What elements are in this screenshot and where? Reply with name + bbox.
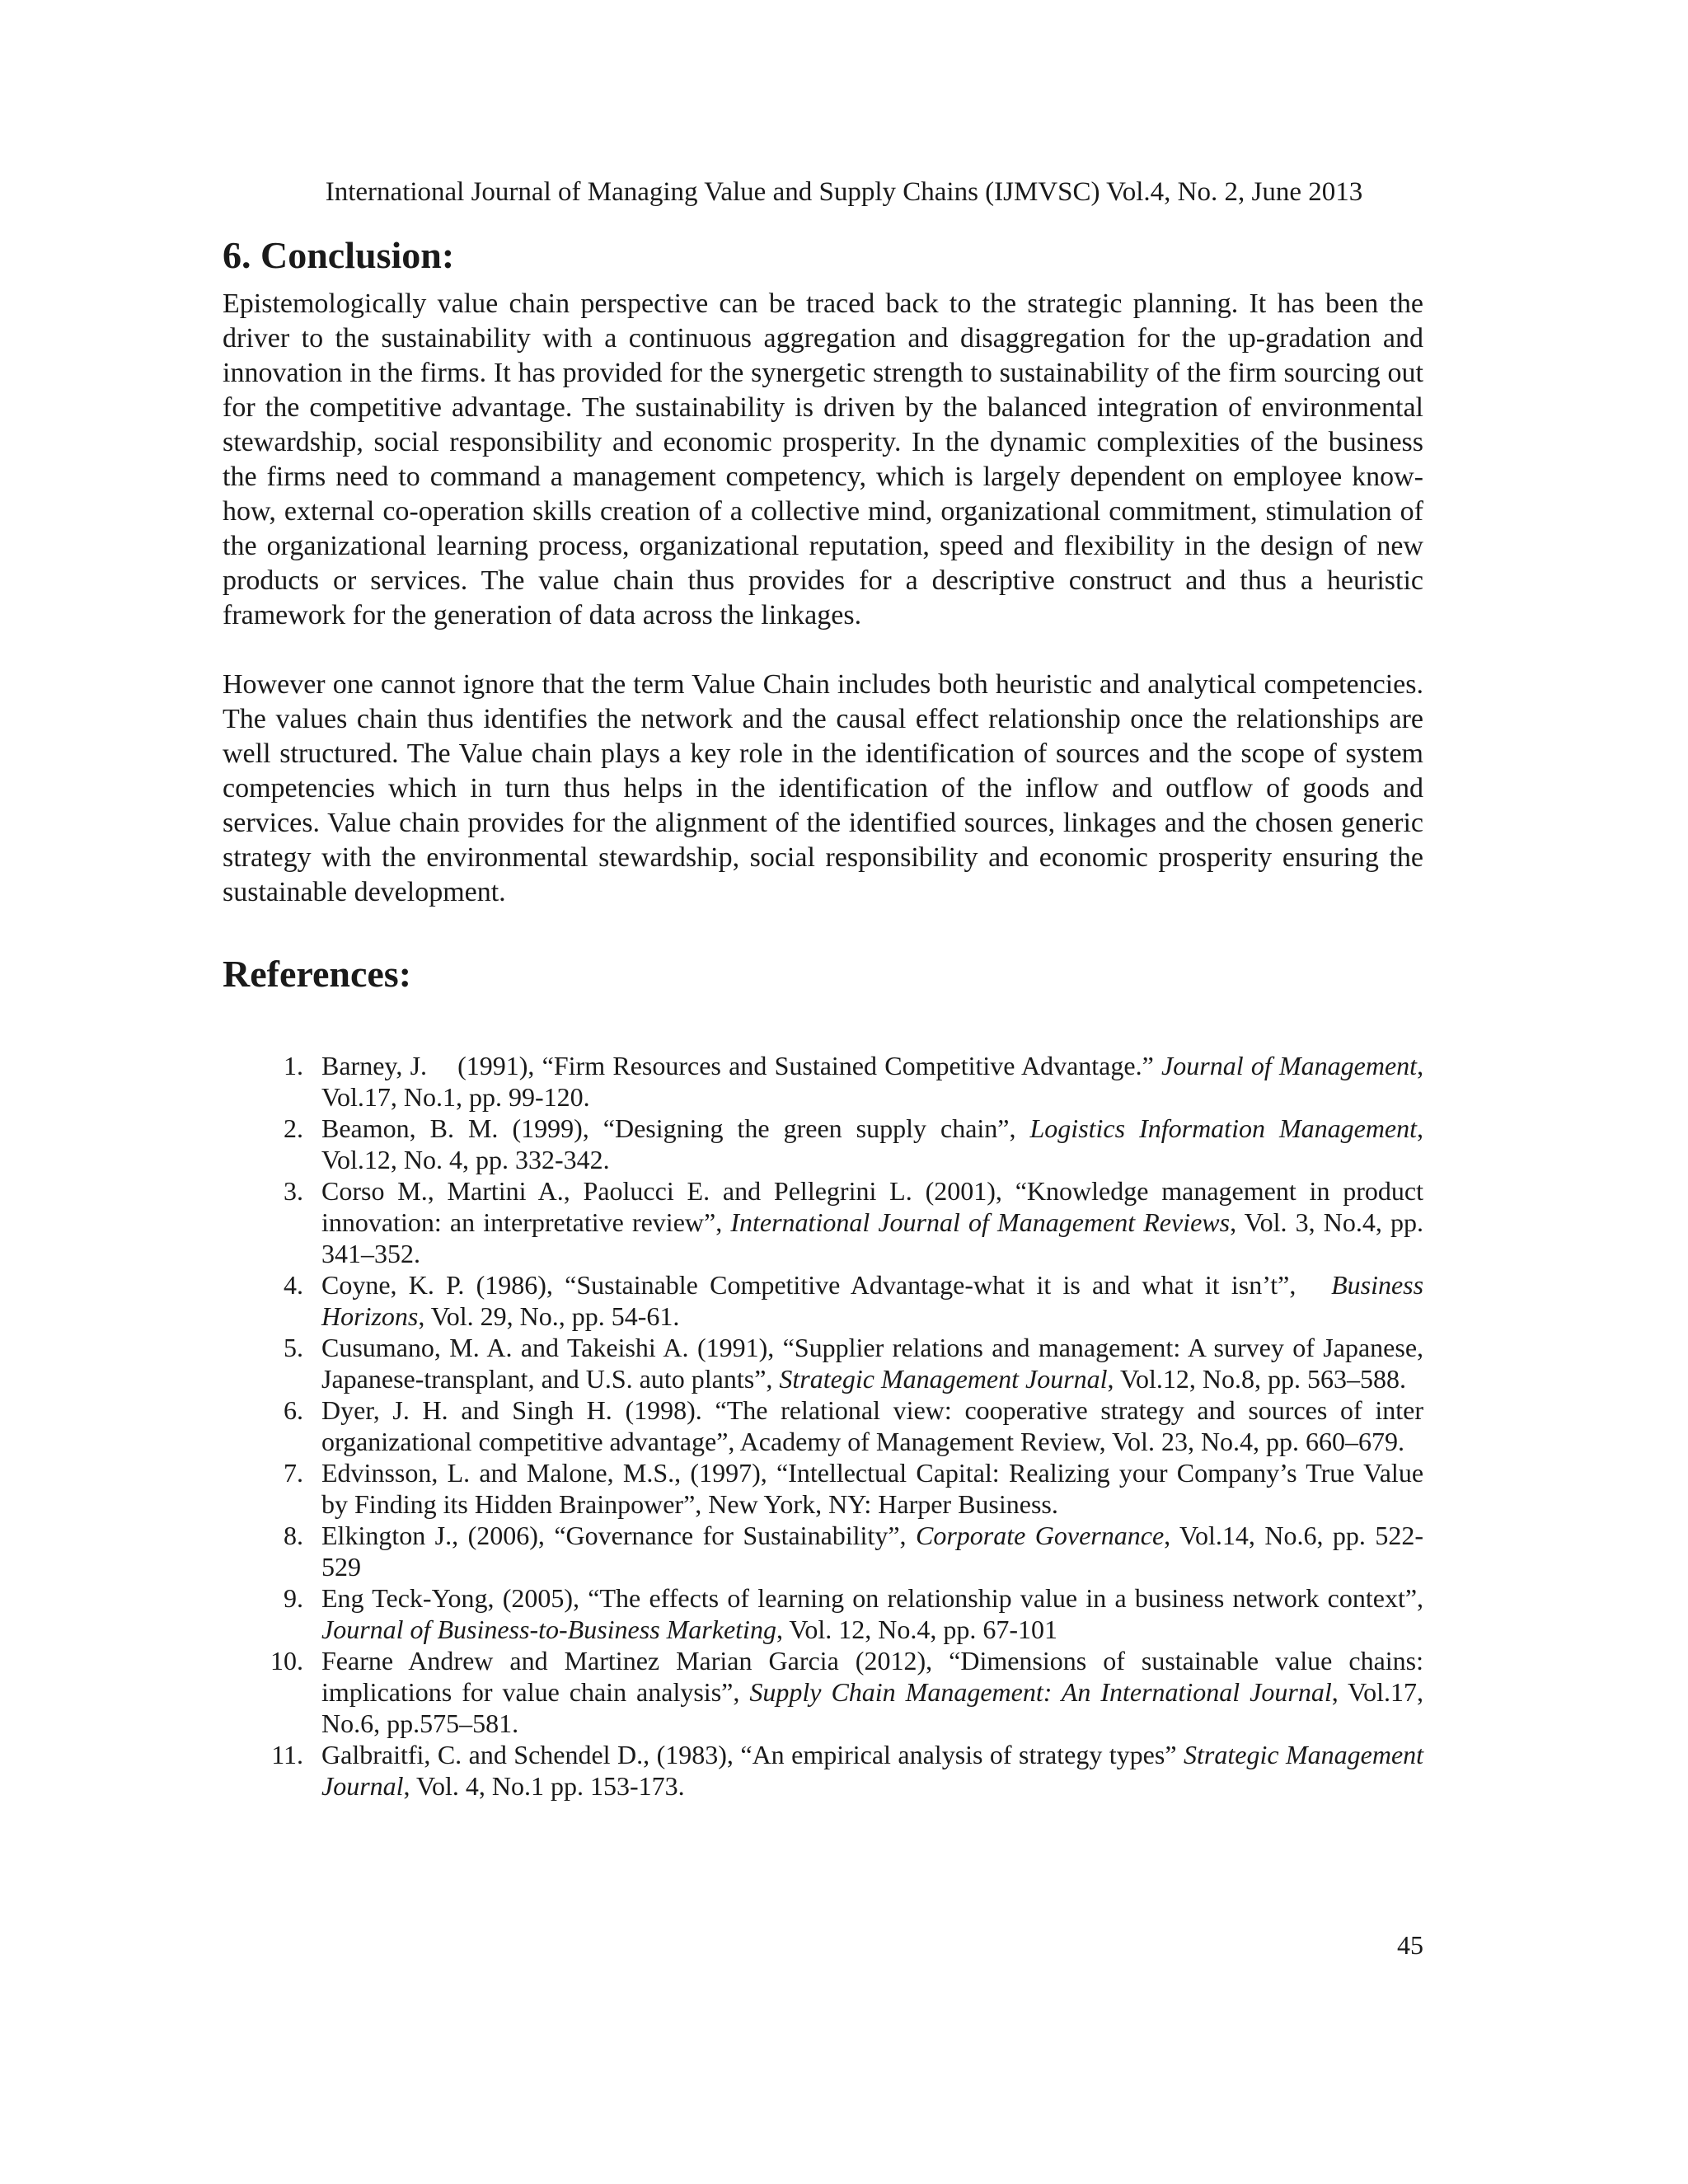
reference-item xyxy=(223,1457,1423,1520)
reference-year: (1999), xyxy=(512,1113,589,1143)
reference-number: 10. xyxy=(270,1646,303,1675)
reference-title: “The relational view: cooperative strategy and sources of inter organizational competitive advantage”, xyxy=(321,1395,1423,1456)
references-list xyxy=(223,1050,1423,1802)
references-heading: References: xyxy=(223,953,412,995)
reference-title: “Designing the green supply chain”, xyxy=(603,1113,1016,1143)
reference-venue: Business Horizons xyxy=(321,1270,1424,1331)
reference-number: 3. xyxy=(284,1176,303,1206)
reference-authors: Cusumano, M. A. and Takeishi A. xyxy=(321,1333,689,1362)
reference-title: “Sustainable Competitive Advantage-what it is and what it isn’t”, xyxy=(565,1270,1296,1300)
reference-title: “Intellectual Capital: Realizing your Company’s True Value by Finding its Hidden Brainpower”, xyxy=(321,1458,1424,1519)
reference-year: (2005), xyxy=(502,1583,580,1613)
reference-number: 2. xyxy=(284,1113,303,1143)
reference-year: (1991), xyxy=(457,1051,535,1080)
reference-details: , Vol. 29, No., pp. 54-61. xyxy=(418,1301,680,1331)
reference-item xyxy=(223,1050,1423,1113)
reference-details: , Vol.14, No.6, pp. 522-529 xyxy=(321,1521,1424,1582)
reference-authors: Coyne, K. P. xyxy=(321,1270,465,1300)
reference-number: 7. xyxy=(284,1458,303,1488)
reference-venue: Journal of Business-to-Business Marketing xyxy=(321,1615,776,1644)
reference-venue: New York, NY: Harper Business xyxy=(708,1489,1052,1519)
conclusion-section xyxy=(223,231,1423,910)
reference-details: , Vol.17, No.6, pp.575–581. xyxy=(321,1677,1424,1738)
reference-title: “Governance for Sustainability”, xyxy=(554,1521,907,1550)
reference-venue: Strategic Management Journal xyxy=(321,1740,1424,1801)
reference-authors: Barney, J. xyxy=(321,1051,428,1080)
reference-year: (1986), xyxy=(476,1270,553,1300)
reference-details: , Vol.12, No. 4, pp. 332-342. xyxy=(321,1113,1424,1174)
reference-year: (2006), xyxy=(467,1521,545,1550)
reference-title: “Dimensions of sustainable value chains: implications for value chain analysis”, xyxy=(321,1646,1424,1707)
reference-details: , Vol.12, No.8, pp. 563–588. xyxy=(1107,1364,1406,1394)
reference-title: “Knowledge management in product innovation: an interpretative review”, xyxy=(321,1176,1424,1237)
main-content xyxy=(223,231,1423,1802)
reference-title: “Supplier relations and management: A survey of Japanese, Japanese-transplant, and U.S. auto plants”, xyxy=(321,1333,1424,1394)
reference-item xyxy=(223,1113,1423,1175)
reference-item xyxy=(223,1269,1423,1332)
reference-item xyxy=(223,1520,1423,1582)
reference-venue: Strategic Management Journal xyxy=(779,1364,1108,1394)
reference-item xyxy=(223,1739,1423,1802)
reference-authors: Edvinsson, L. and Malone, M.S., xyxy=(321,1458,682,1488)
reference-year: (1998). xyxy=(625,1395,702,1425)
reference-venue: Academy of Management Review xyxy=(739,1427,1100,1456)
conclusion-paragraph-2: However one cannot ignore that the term Value Chain includes both heuristic and analytical competencies. The values chain thus identifies the network and the causal effect relationship once the relationships are well structured. The Value chain plays a key role in the identification of sources and the scope of system competencies which in turn thus helps in the identification of the inflow and outflow of goods and services. Value chain provides for the alignment of the identified sources, linkages and the chosen generic strategy with the environmental stewardship, social responsibility and economic prosperity ensuring the sustainable development. xyxy=(223,669,1423,907)
reference-number: 11. xyxy=(271,1740,303,1769)
reference-details: , Vol. 12, No.4, pp. 67-101 xyxy=(776,1615,1057,1644)
reference-authors: Beamon, B. M. xyxy=(321,1113,499,1143)
conclusion-heading: 6. Conclusion: xyxy=(223,234,455,276)
reference-item xyxy=(223,1582,1423,1645)
reference-authors: Dyer, J. H. and Singh H. xyxy=(321,1395,612,1425)
reference-venue: Journal of Management xyxy=(1161,1051,1418,1080)
reference-venue: Corporate Governance xyxy=(916,1521,1165,1550)
reference-details: , Vol.17, No.1, pp. 99-120. xyxy=(321,1051,1424,1112)
reference-authors: Fearne Andrew and Martinez Marian Garcia xyxy=(321,1646,839,1675)
reference-authors: Elkington J., xyxy=(321,1521,459,1550)
reference-number: 6. xyxy=(284,1395,303,1425)
reference-number: 5. xyxy=(284,1333,303,1362)
reference-title: “The effects of learning on relationship value in a business network context”, xyxy=(588,1583,1424,1613)
reference-number: 4. xyxy=(284,1270,303,1300)
reference-venue: International Journal of Management Reviews xyxy=(730,1207,1231,1237)
reference-item xyxy=(223,1645,1423,1739)
reference-authors: Eng Teck-Yong, xyxy=(321,1583,495,1613)
reference-item xyxy=(223,1332,1423,1394)
reference-year: (1997), xyxy=(690,1458,767,1488)
reference-authors: Galbraitfi, C. and Schendel D., xyxy=(321,1740,650,1769)
reference-title: “Firm Resources and Sustained Competitive Advantage.” xyxy=(542,1051,1154,1080)
reference-item xyxy=(223,1394,1423,1457)
reference-year: (2001), xyxy=(925,1176,1002,1206)
reference-year: (2012), xyxy=(855,1646,933,1675)
reference-details: , Vol. 4, No.1 pp. 153-173. xyxy=(403,1771,685,1801)
reference-details: , Vol. 23, No.4, pp. 660–679. xyxy=(1099,1427,1405,1456)
reference-number: 9. xyxy=(284,1583,303,1613)
page-number: 45 xyxy=(1397,1930,1423,1960)
running-header: International Journal of Managing Value and Supply Chains (IJMVSC) Vol.4, No. 2, June 2013 xyxy=(325,177,1363,207)
reference-authors: Corso M., Martini A., Paolucci E. and Pellegrini L. xyxy=(321,1176,912,1206)
reference-item xyxy=(223,1175,1423,1269)
reference-year: (1991), xyxy=(696,1333,775,1362)
reference-details: , Vol. 3, No.4, pp. 341–352. xyxy=(321,1207,1424,1268)
reference-title: “An empirical analysis of strategy types” xyxy=(740,1740,1177,1769)
reference-number: 1. xyxy=(284,1051,303,1080)
reference-venue: Supply Chain Management: An International Journal xyxy=(749,1677,1332,1707)
reference-details: . xyxy=(1051,1489,1058,1519)
conclusion-paragraph-1: Epistemologically value chain perspective can be traced back to the strategic planning. It has been the driver to the sustainability with a continuous aggregation and disaggregation for the up-gradation and innovation in the firms. It has provided for the synergetic strength to sustainability of the firm sourcing out for the competitive advantage. The sustainability is driven by the balanced integration of environmental stewardship, social responsibility and economic prosperity. In the dynamic complexities of the business the firms need to command a management competency, which is largely dependent on employee know-how, external co-operation skills creation of a collective mind, organizational commitment, stimulation of the organizational learning process, organizational reputation, speed and flexibility in the design of new products or services. The value chain thus provides for a descriptive construct and thus a heuristic framework for the generation of data across the linkages. xyxy=(223,288,1423,630)
references-section xyxy=(223,949,1423,1802)
reference-number: 8. xyxy=(284,1521,303,1550)
reference-venue: Logistics Information Management xyxy=(1029,1113,1418,1143)
reference-year: (1983), xyxy=(656,1740,734,1769)
